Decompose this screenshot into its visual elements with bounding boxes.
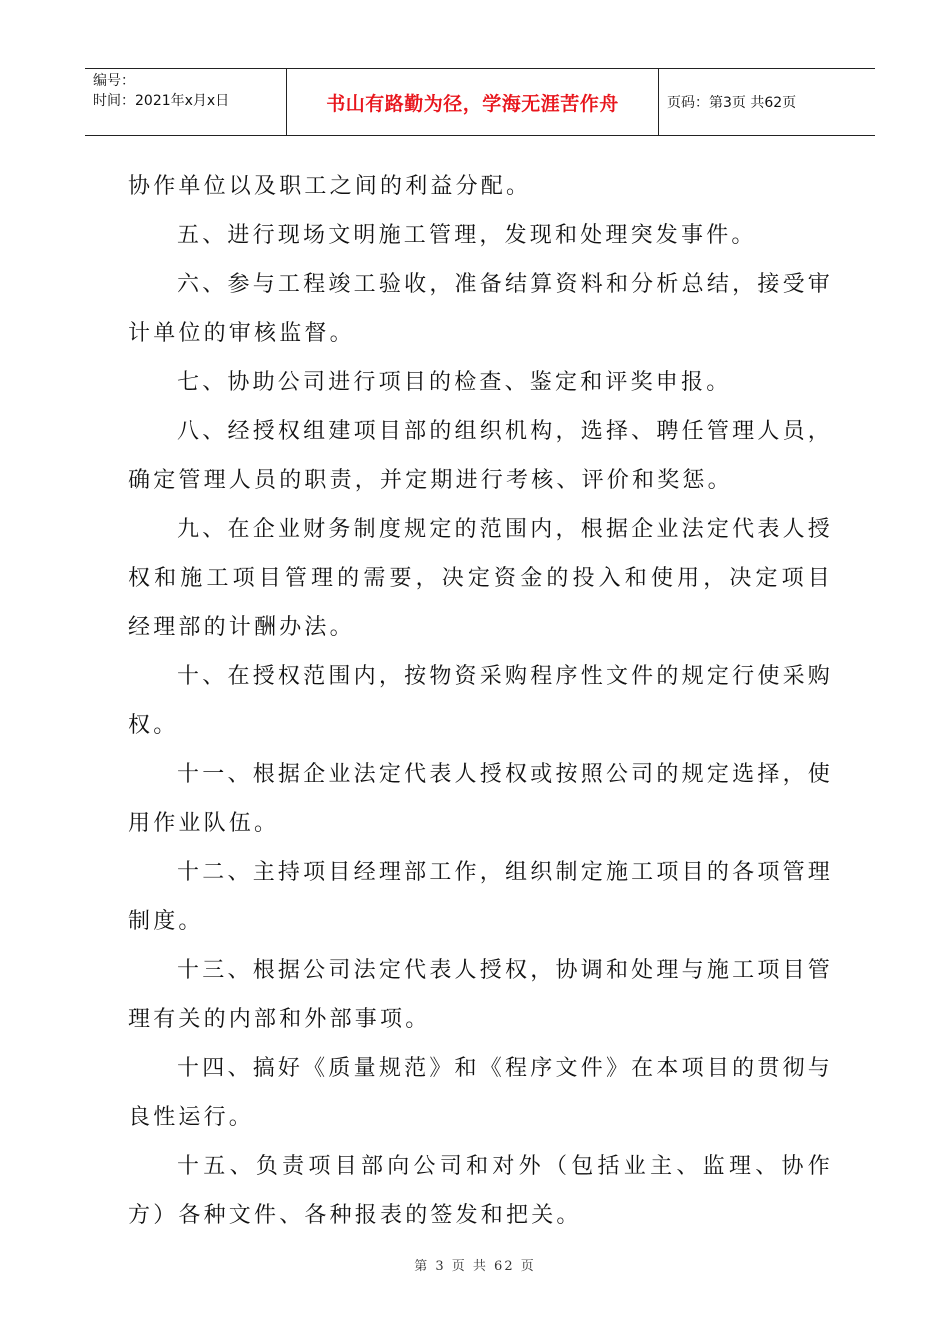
paragraph-item-5: 五、进行现场文明施工管理，发现和处理突发事件。 (177, 223, 757, 248)
page-header (85, 68, 875, 136)
paragraph-item-8: 八、经授权组建项目部的组织机构，选择、聘任管理人员，确定管理人员的职责，并定期进行考核、评价和奖惩。 (128, 419, 833, 493)
document-date-label: 时间：2021年x月x日 (93, 93, 230, 109)
page-footer: 第 3 页 共 62 页 (414, 1259, 536, 1274)
document-body (128, 162, 833, 1240)
paragraph-item-13: 十三、根据公司法定代表人授权，协调和处理与施工项目管理有关的内部和外部事项。 (128, 958, 833, 1032)
paragraph-item-9: 九、在企业财务制度规定的范围内，根据企业法定代表人授权和施工项目管理的需要，决定资金的投入和使用，决定项目经理部的计酬办法。 (128, 517, 833, 640)
paragraph-item-11: 十一、根据企业法定代表人授权或按照公司的规定选择，使用作业队伍。 (128, 762, 833, 836)
paragraph-continuation: 协作单位以及职工之间的利益分配。 (128, 174, 532, 199)
document-number-label: 编号： (93, 73, 135, 89)
header-page-code: 页码：第3页 共62页 (667, 95, 797, 111)
paragraph-item-14: 十四、搞好《质量规范》和《程序文件》在本项目的贯彻与良性运行。 (128, 1056, 833, 1130)
header-motto: 书山有路勤为径，学海无涯苦作舟 (287, 69, 659, 135)
paragraph-item-10: 十、在授权范围内，按物资采购程序性文件的规定行使采购权。 (128, 664, 833, 738)
paragraph-item-7: 七、协助公司进行项目的检查、鉴定和评奖申报。 (177, 370, 732, 395)
header-meta (85, 69, 287, 135)
paragraph-item-15: 十五、负责项目部向公司和对外（包括业主、监理、协作方）各种文件、各种报表的签发和把关。 (128, 1154, 833, 1228)
paragraph-item-6: 六、参与工程竣工验收，准备结算资料和分析总结，接受审计单位的审核监督。 (128, 272, 833, 346)
paragraph-item-12: 十二、主持项目经理部工作，组织制定施工项目的各项管理制度。 (128, 860, 833, 934)
